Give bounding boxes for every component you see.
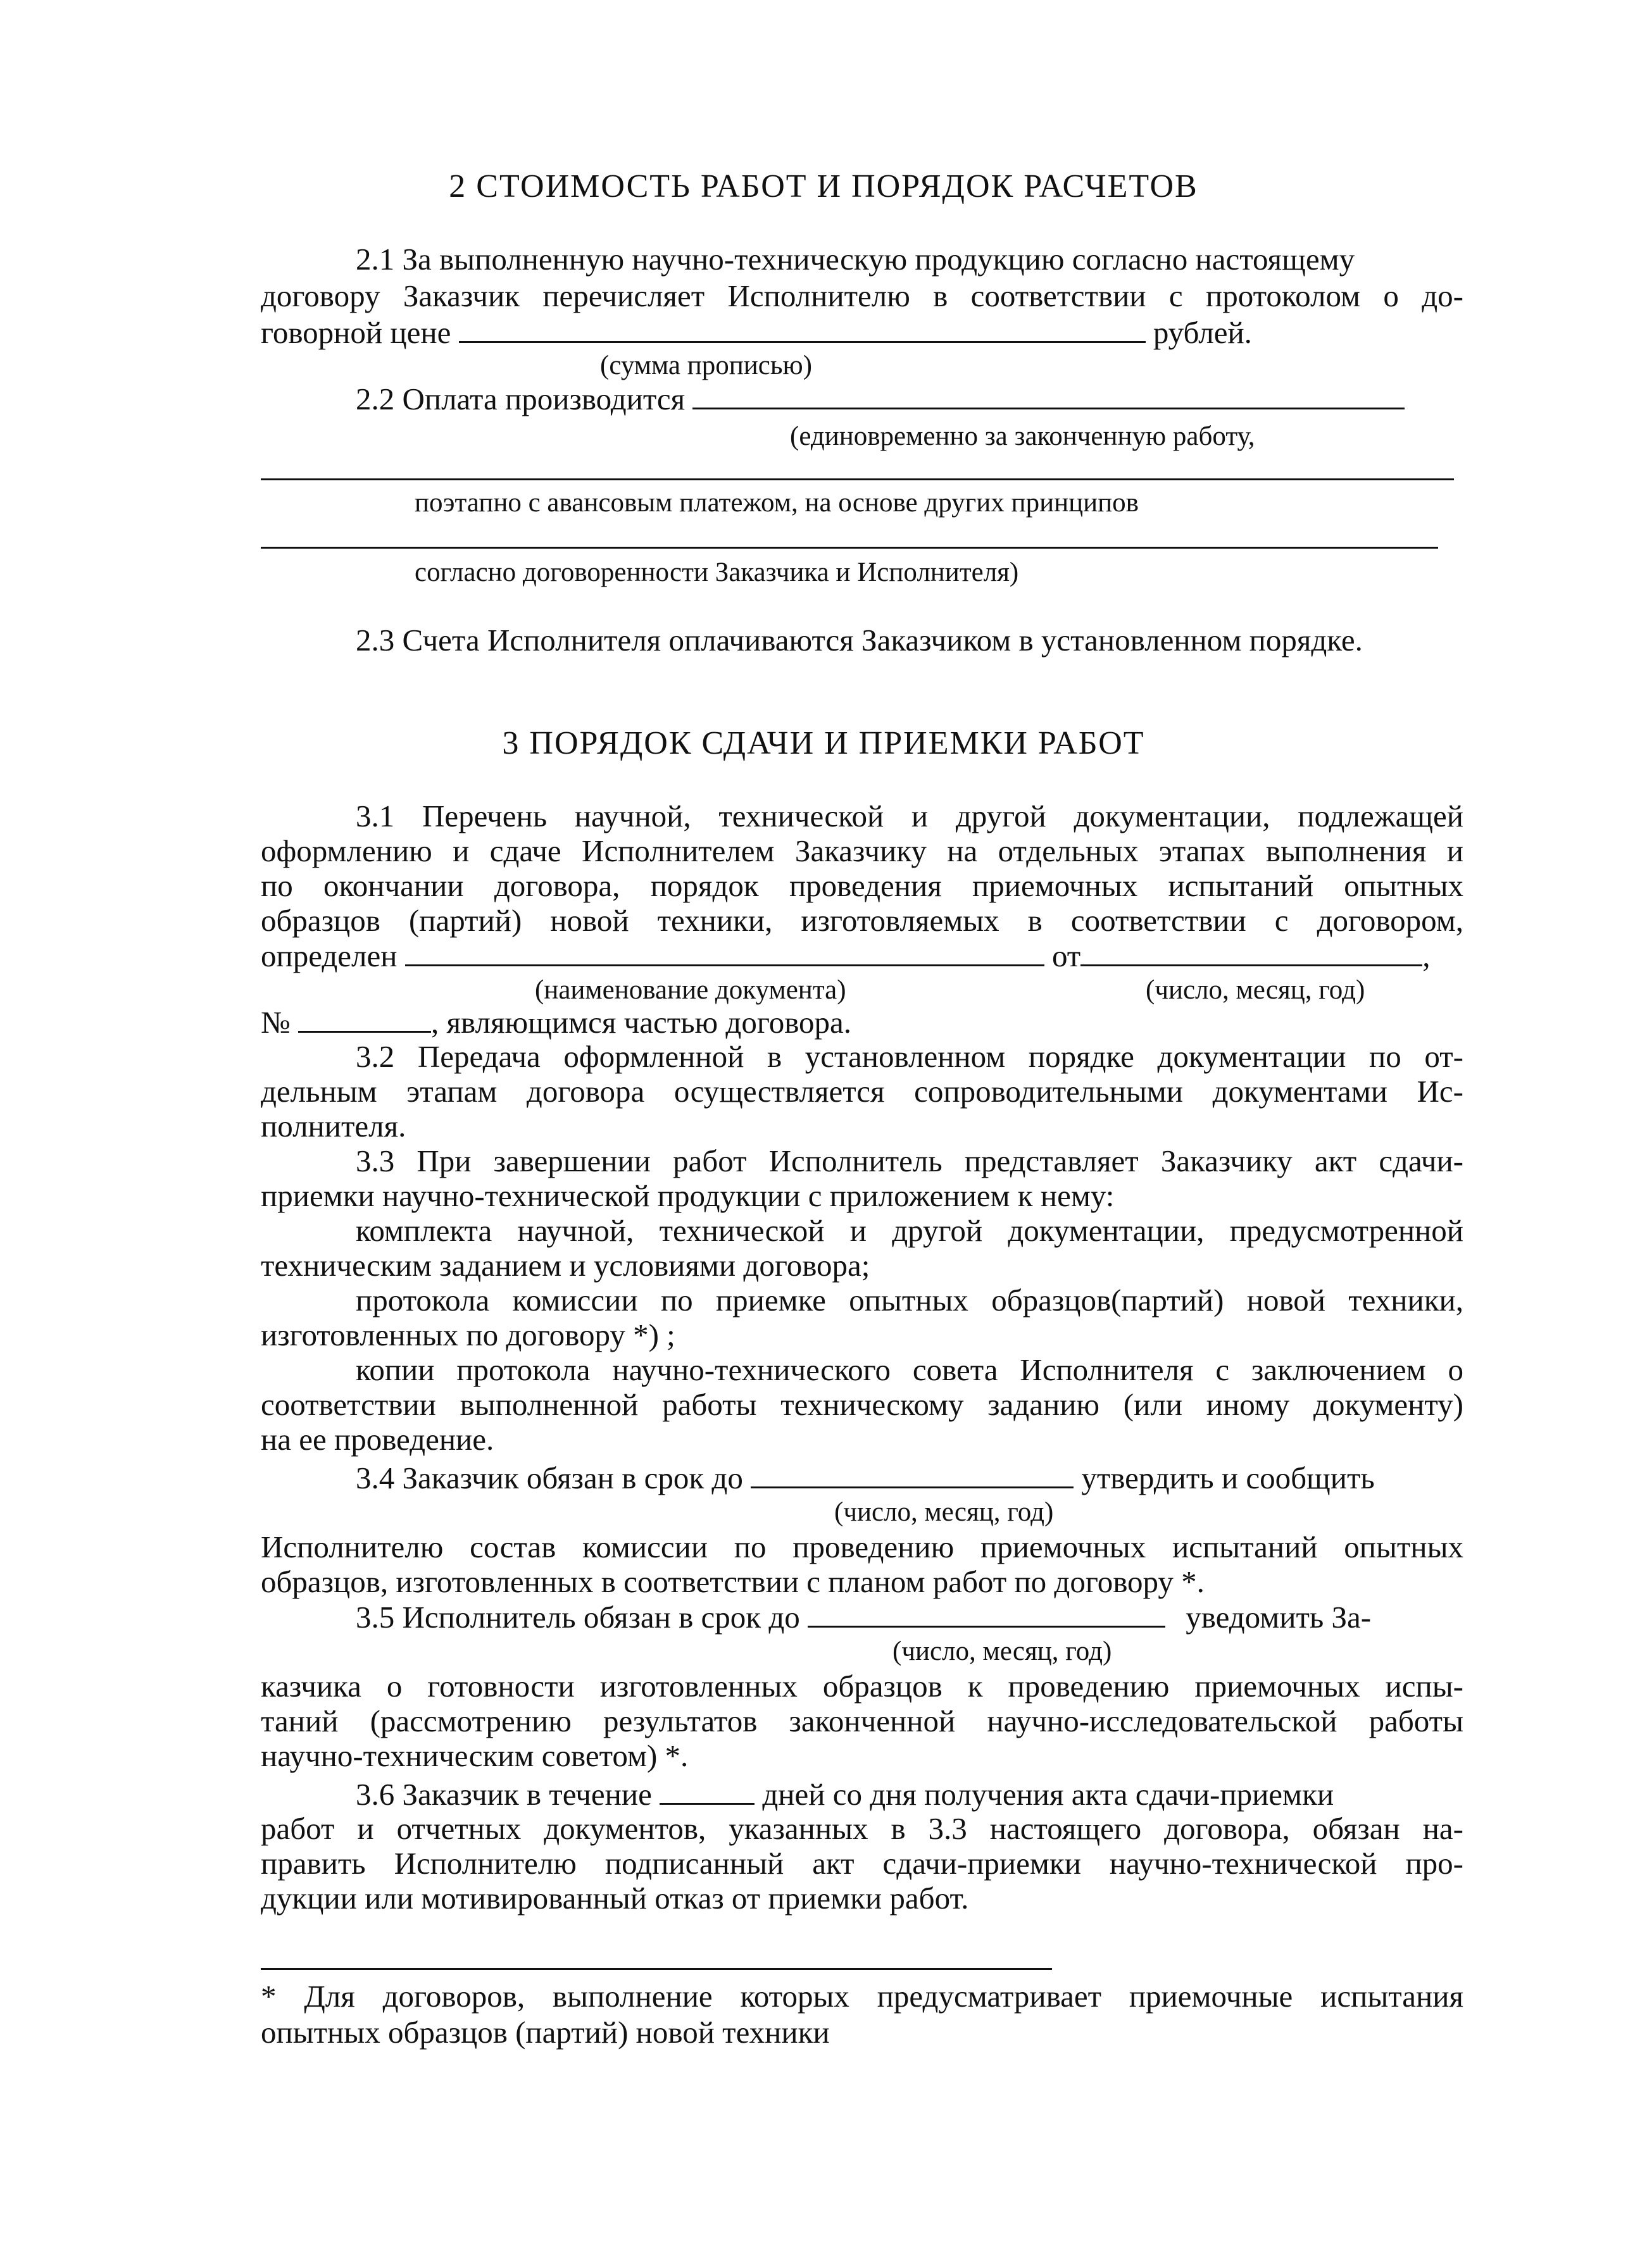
currency-label: рублей. (1153, 315, 1252, 350)
paragraph-3-6-line-1 (356, 1775, 1334, 1814)
payment-caption-3: согласно договоренности Заказчика и Исполнителя) (415, 558, 1019, 587)
document-number-blank (298, 1003, 431, 1033)
paragraph-3-2-line-3: полнителя. (261, 1109, 406, 1143)
paragraph-3-3-line-7: копии протокола научно-технического совета Исполнителя с заключением о (356, 1352, 1463, 1387)
paragraph-2-1-line-2: договору Заказчик перечисляет Исполнителю в соответствии с протоколом о до- (261, 278, 1463, 313)
paragraph-3-5-line-4: научно-техническим советом) *. (261, 1738, 689, 1773)
customer-deadline-label: 3.4 Заказчик обязан в срок до (356, 1461, 743, 1495)
paragraph-3-3-line-8: соответствии выполненной работы техническому заданию (или иному документу) (261, 1387, 1463, 1422)
paragraph-3-6-line-4: дукции или мотивированный отказ от приемки работ. (261, 1881, 969, 1916)
paragraph-3-3-line-5: протокола комиссии по приемке опытных образцов(партий) новой техники, (356, 1283, 1463, 1318)
days-blank (660, 1775, 755, 1805)
document-date-blank (1080, 937, 1422, 966)
paragraph-3-5-line-1 (356, 1598, 1371, 1636)
paragraph-3-6-line-2: работ и отчетных документов, указанных в 3.3 настоящего договора, обязан на- (261, 1811, 1463, 1846)
within-label: 3.6 Заказчик в течение (356, 1777, 652, 1812)
payment-blank-line-2 (261, 478, 1454, 480)
footnote-separator (261, 1968, 1052, 1970)
paragraph-3-5-line-2: казчика о готовности изготовленных образцов к проведению приемочных испы- (261, 1669, 1463, 1704)
contractor-deadline-label: 3.5 Исполнитель обязан в срок до (356, 1600, 800, 1635)
paragraph-3-3-line-3: комплекта научной, технической и другой документации, предусмотренной (356, 1213, 1463, 1248)
paragraph-3-3-line-1: 3.3 При завершении работ Исполнитель представляет Заказчику акт сдачи- (356, 1143, 1463, 1178)
paragraph-3-4-line-2: Исполнителю состав комиссии по проведению приемочных испытаний опытных (261, 1530, 1463, 1564)
payment-blank-line (692, 380, 1405, 409)
sum-blank-line (459, 313, 1146, 343)
paragraph-2-3: 2.3 Счета Исполнителя оплачиваются Заказчиком в установленном порядке. (356, 623, 1363, 657)
defined-label: определен (261, 938, 398, 973)
sum-caption: (сумма прописью) (600, 351, 812, 380)
section-2-heading: 2 СТОИМОСТЬ РАБОТ И ПОРЯДОК РАСЧЕТОВ (449, 168, 1198, 204)
payment-caption-2: поэтапно с авансовым платежом, на основе других принципов (415, 488, 1139, 518)
comma-label: , (1422, 938, 1431, 973)
payment-caption-1: (единовременно за законченную работу, (790, 421, 1255, 451)
notify-label: уведомить За- (1186, 1600, 1372, 1635)
paragraph-3-3-line-6: изготовленных по договору *) ; (261, 1318, 675, 1352)
paragraph-3-1-line-2: оформлению и сдаче Исполнителем Заказчику на отдельных этапах выполнения и (261, 833, 1463, 868)
days-label: дней со дня получения акта сдачи-приемки (762, 1777, 1334, 1812)
paragraph-3-1-line-4: образцов (партий) новой техники, изготовляемых в соответствии с договором, (261, 903, 1463, 938)
part-of-contract-label: , являющимся частью договора. (431, 1005, 852, 1040)
paragraph-3-4-line-1 (356, 1459, 1375, 1497)
paragraph-3-2-line-1: 3.2 Передача оформленной в установленном порядке документации по от- (356, 1039, 1463, 1074)
paragraph-3-1-line-3: по окончании договора, порядок проведения приемочных испытаний опытных (261, 868, 1463, 903)
paragraph-3-6-line-3: править Исполнителю подписанный акт сдачи-приемки научно-технической про- (261, 1846, 1463, 1881)
paragraph-2-1-line-1: 2.1 За выполненную научно-техническую продукцию согласно настоящему (356, 242, 1355, 277)
customer-deadline-blank (751, 1459, 1074, 1488)
contractor-deadline-caption: (число, месяц, год) (892, 1636, 1112, 1666)
approve-label: утвердить и сообщить (1081, 1461, 1375, 1495)
paragraph-2-1-line-3 (261, 313, 1252, 352)
document-date-caption: (число, месяц, год) (1146, 975, 1365, 1005)
number-sign: № (261, 1005, 291, 1040)
section-3-heading: 3 ПОРЯДОК СДАЧИ И ПРИЕМКИ РАБОТ (502, 725, 1145, 761)
document-name-blank (405, 937, 1044, 966)
paragraph-3-4-line-3: образцов, изготовленных в соответствии с планом работ по договору *. (261, 1564, 1205, 1599)
paragraph-3-3-line-4: техническим заданием и условиями договора; (261, 1248, 870, 1283)
paragraph-3-1-line-5 (261, 937, 1430, 975)
contractor-deadline-blank (808, 1598, 1165, 1628)
footnote-line-1: * Для договоров, выполнение которых предусматривает приемочные испытания (261, 1979, 1463, 2014)
payment-label: 2.2 Оплата производится (356, 382, 686, 416)
paragraph-3-3-line-9: на ее проведение. (261, 1422, 494, 1457)
paragraph-2-2-line (356, 380, 1405, 418)
price-label: говорной цене (261, 315, 451, 350)
footnote-line-2: опытных образцов (партий) новой техники (261, 2015, 830, 2050)
paragraph-3-1-line-1: 3.1 Перечень научной, технической и другой документации, подлежащей (356, 799, 1463, 833)
from-label: от (1051, 938, 1081, 973)
customer-deadline-caption: (число, месяц, год) (834, 1497, 1054, 1527)
paragraph-3-1-line-6 (261, 1003, 851, 1042)
document-name-caption: (наименование документа) (535, 975, 846, 1005)
paragraph-3-5-line-3: таний (рассмотрению результатов законченной научно-исследовательской работы (261, 1704, 1463, 1738)
paragraph-3-2-line-2: дельным этапам договора осуществляется сопроводительными документами Ис- (261, 1074, 1463, 1109)
payment-blank-line-3 (261, 547, 1438, 549)
paragraph-3-3-line-2: приемки научно-технической продукции с приложением к нему: (261, 1178, 1115, 1213)
